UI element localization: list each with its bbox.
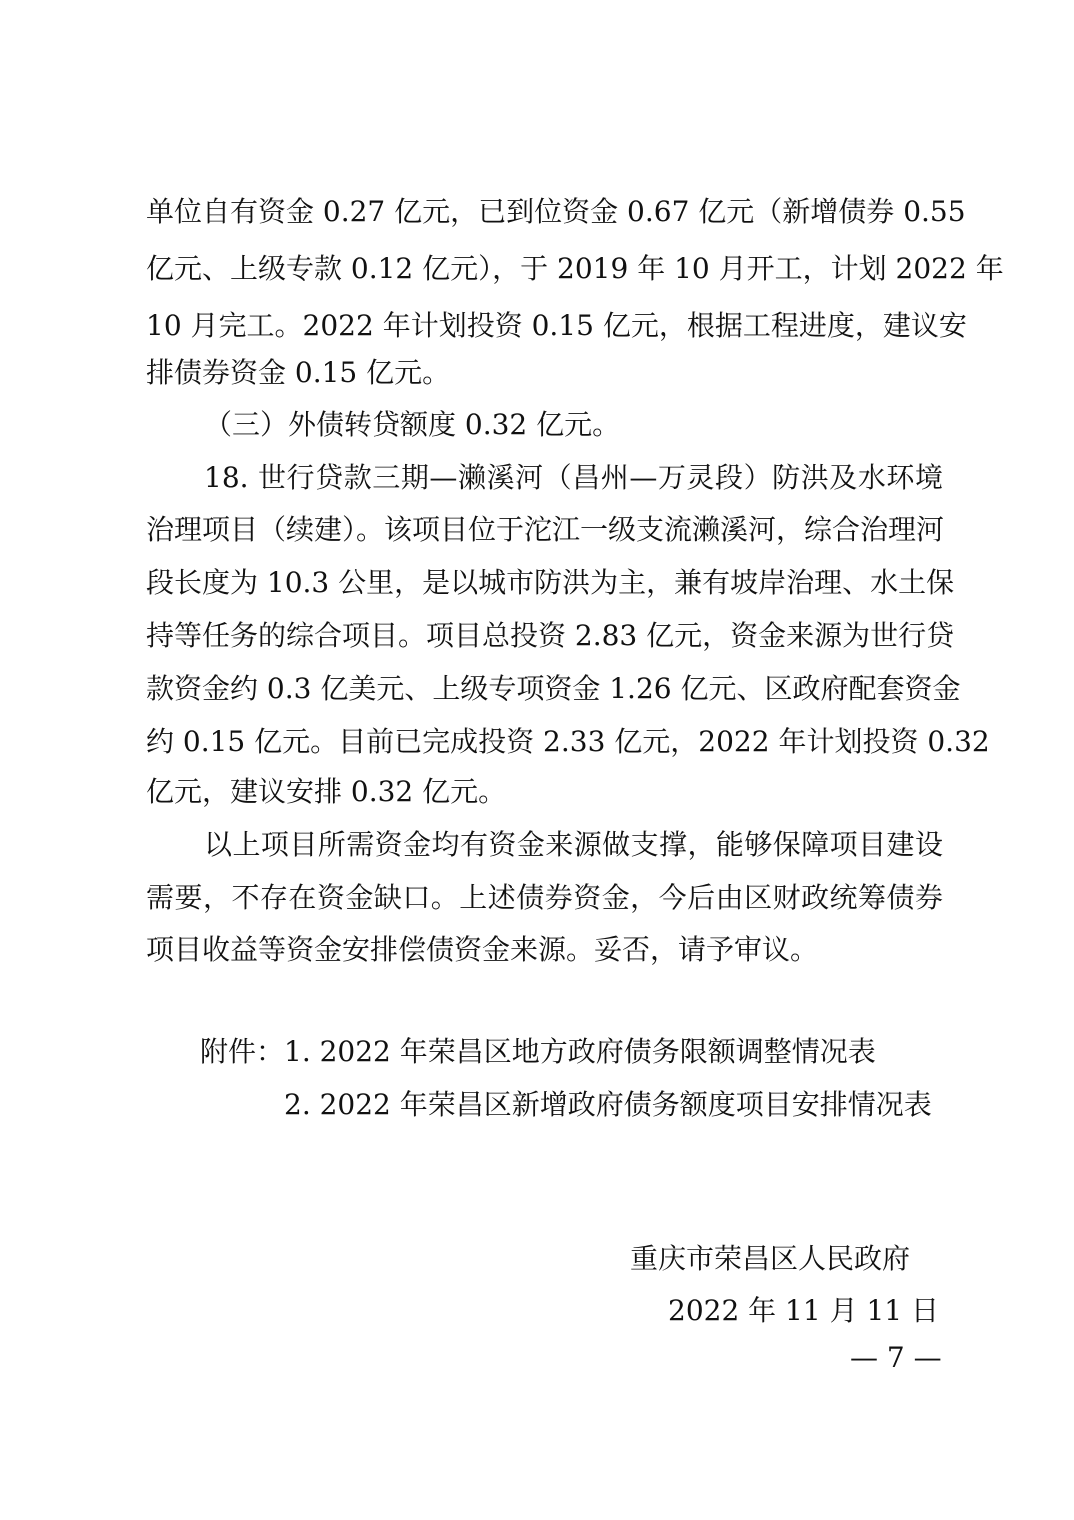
paragraph-line: 单位自有资金 0.27 亿元，已到位资金 0.67 亿元（新增债券 0.55 [146, 195, 966, 228]
paragraph-line: 款资金约 0.3 亿美元、上级专项资金 1.26 亿元、区政府配套资金 [146, 672, 961, 705]
attachment-item: 2. 2022 年荣昌区新增政府债务额度项目安排情况表 [284, 1088, 932, 1121]
paragraph-line: 18. 世行贷款三期—濑溪河（昌州—万灵段）防洪及水环境 [204, 461, 943, 494]
paragraph-line: 治理项目（续建）。该项目位于沱江一级支流濑溪河，综合治理河 [146, 513, 945, 546]
paragraph-line: 以上项目所需资金均有资金来源做支撑，能够保障项目建设 [204, 828, 943, 861]
attachment-item: 1. 2022 年荣昌区地方政府债务限额调整情况表 [284, 1035, 876, 1068]
paragraph-line: 亿元，建议安排 0.32 亿元。 [146, 775, 507, 808]
paragraph-line: 约 0.15 亿元。目前已完成投资 2.33 亿元，2022 年计划投资 0.32 [146, 725, 990, 758]
section-heading: （三）外债转贷额度 0.32 亿元。 [204, 408, 621, 441]
page-number: — 7 — [850, 1341, 942, 1374]
attachments-label: 附件： [200, 1035, 285, 1068]
paragraph-line: 持等任务的综合项目。项目总投资 2.83 亿元，资金来源为世行贷 [146, 619, 955, 652]
paragraph-line: 10 月完工。2022 年计划投资 0.15 亿元，根据工程进度，建议安 [146, 309, 967, 342]
issuer-name: 重庆市荣昌区人民政府 [630, 1242, 911, 1275]
paragraph-line: 段长度为 10.3 公里，是以城市防洪为主，兼有坡岸治理、水土保 [146, 566, 955, 599]
paragraph-line: 亿元、上级专款 0.12 亿元），于 2019 年 10 月开工，计划 2022 年 [146, 252, 1004, 285]
issue-date: 2022 年 11 月 11 日 [668, 1294, 940, 1327]
paragraph-line: 需要，不存在资金缺口。上述债券资金，今后由区财政统筹债券 [146, 881, 943, 914]
paragraph-line: 项目收益等资金安排偿债资金来源。妥否，请予审议。 [146, 933, 819, 966]
paragraph-line: 排债券资金 0.15 亿元。 [146, 356, 451, 389]
